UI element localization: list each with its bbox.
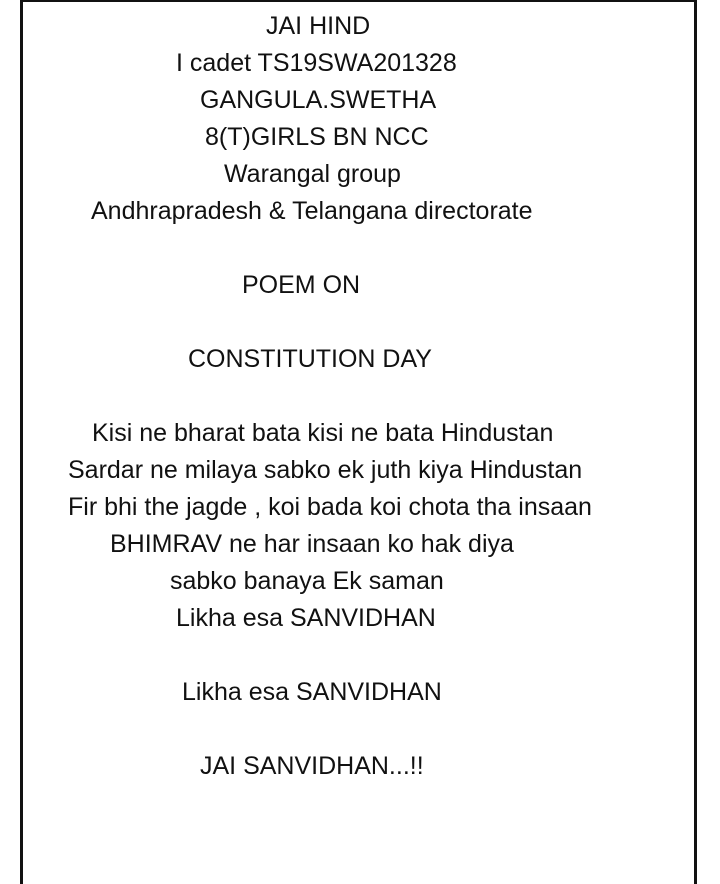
poem-line-6: Likha esa SANVIDHAN: [176, 604, 436, 632]
group-text: Warangal group: [224, 160, 401, 188]
page-border-right: [694, 0, 697, 884]
cadet-id-text: I cadet TS19SWA201328: [176, 49, 457, 77]
directorate-text: Andhrapradesh & Telangana directorate: [91, 197, 533, 225]
poem-line-2: Sardar ne milaya sabko ek juth kiya Hindustan: [68, 456, 583, 484]
page-border-left: [20, 0, 23, 884]
poem-refrain: Likha esa SANVIDHAN: [182, 678, 442, 706]
poem-line-5: sabko banaya Ek saman: [170, 567, 444, 595]
poem-closing: JAI SANVIDHAN...!!: [200, 752, 424, 780]
page-border-top: [20, 0, 697, 2]
cadet-name-text: GANGULA.SWETHA: [200, 86, 437, 114]
poem-line-1: Kisi ne bharat bata kisi ne bata Hindustan: [92, 419, 554, 447]
title-line-1: POEM ON: [242, 271, 361, 299]
battalion-text: 8(T)GIRLS BN NCC: [205, 123, 429, 151]
title-line-2: CONSTITUTION DAY: [188, 345, 432, 373]
poem-line-4: BHIMRAV ne har insaan ko hak diya: [110, 530, 514, 558]
poem-line-3: Fir bhi the jagde , koi bada koi chota tha insaan: [68, 493, 592, 521]
greeting-text: JAI HIND: [266, 12, 371, 40]
